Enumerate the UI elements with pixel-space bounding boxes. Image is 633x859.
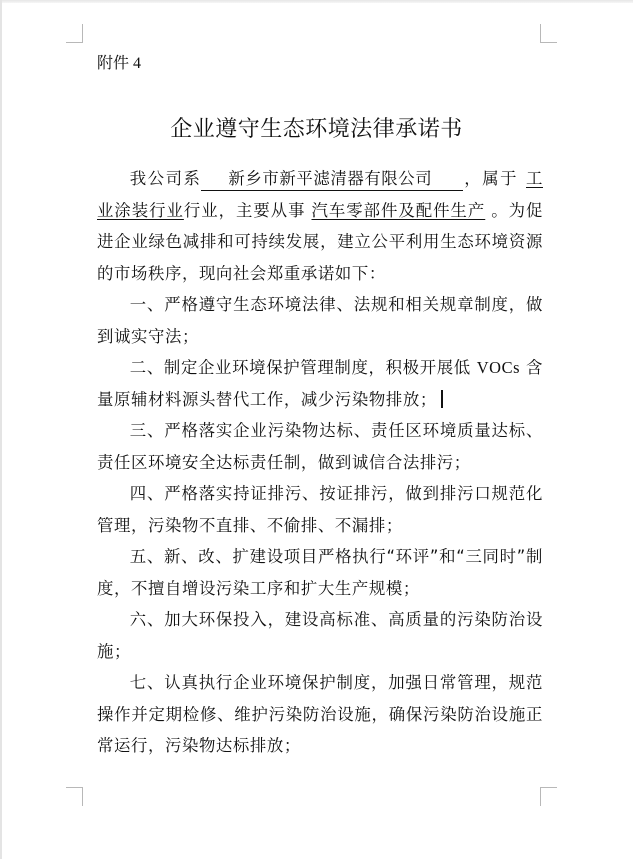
company-name-field[interactable]: [201, 168, 463, 191]
commitment-2-part-a: 二、制定企业环境保护管理制度，积极开展低: [129, 358, 471, 377]
commitment-3: 三、严格落实企业污染物达标、责任区环境质量达标、责任区环境安全达标责任制，做到诚信合法排污；: [97, 421, 543, 472]
intro-prefix: 我公司系: [129, 169, 202, 188]
business-value: 汽车零部件及配件生产: [311, 200, 486, 220]
text-cursor: [441, 390, 443, 408]
attachment-label: 附件 4: [97, 55, 142, 72]
document-body[interactable]: [97, 163, 543, 762]
business-field[interactable]: [306, 201, 492, 220]
belongs-to-text: ，属于: [463, 169, 518, 188]
company-name: 新乡市新平滤清器有限公司: [228, 169, 433, 188]
commitment-1: 一、严格遵守生态环境法律、法规和相关规章制度，做到诚实守法；: [97, 295, 543, 346]
margin-corner-bottom-left: [66, 787, 83, 806]
margin-corner-top-right: [540, 24, 557, 43]
document-title: 企业遵守生态环境法律承诺书: [170, 117, 463, 142]
commitment-7: 七、认真执行企业环境保护制度，加强日常管理，规范操作并定期检修、维护污染防治设施，确保污染防治设施正常运行，污染物达标排放；: [97, 673, 543, 755]
commitment-4: 四、严格落实持证排污、按证排污，做到排污口规范化管理，污染物不直排、不偷排、不漏排；: [97, 484, 543, 535]
commitment-5: 五、新、改、扩建设项目严格执行“环评”和“三同时”制度，不擅自增设污染工序和扩大生产规模；: [97, 547, 543, 598]
industry-suffix: 行业，主要从事: [183, 200, 306, 220]
commitment-2: [97, 352, 543, 415]
commitment-2-part-b: 含量原辅材料源头替代工作，减少污染物排放；: [97, 358, 543, 409]
commitment-2-vocs: VOCs: [476, 358, 521, 377]
intro-paragraph: [97, 163, 543, 289]
intro-rest: 。为促进企业绿色减排和可持续发展，建立公平利用生态环境资源的市场秩序，现向社会郑重承诺如下：: [97, 200, 543, 283]
margin-corner-bottom-right: [540, 787, 557, 806]
margin-corner-top-left: [66, 24, 83, 43]
industry-value: 工业涂装行业: [97, 169, 543, 220]
commitment-6: 六、加大环保投入，建设高标准、高质量的污染防治设施；: [97, 610, 543, 661]
